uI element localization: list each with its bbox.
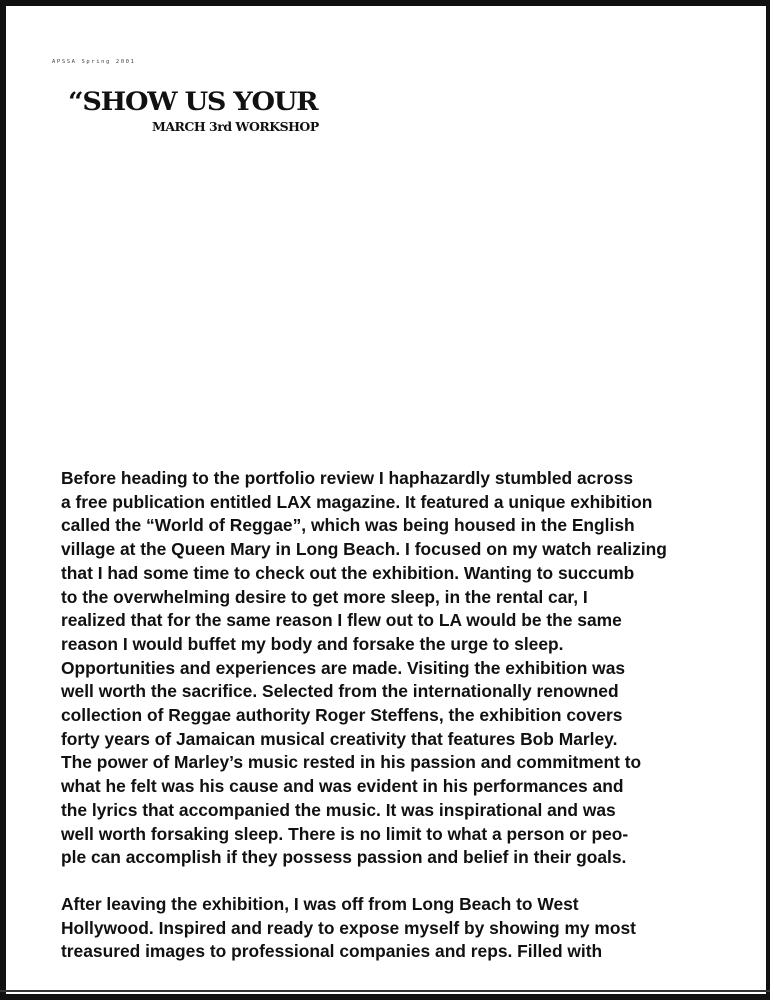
running-head: APSSA Spring 2001 bbox=[52, 59, 136, 65]
article-body bbox=[61, 467, 731, 964]
headline: “SHOW US YOUR bbox=[68, 88, 318, 117]
body-line: the lyrics that accompanied the music. It was inspirational and was bbox=[61, 799, 616, 820]
body-line: what he felt was his cause and was evident in his performances and bbox=[61, 776, 624, 797]
body-line: well worth the sacrifice. Selected from the internationally renowned bbox=[61, 681, 619, 702]
body-line: Hollywood. Inspired and ready to expose myself by showing my most bbox=[61, 917, 636, 938]
body-line: Opportunities and experiences are made. Visiting the exhibition was bbox=[61, 657, 626, 678]
body-line: collection of Reggae authority Roger Steffens, the exhibition covers bbox=[61, 705, 623, 726]
body-line: After leaving the exhibition, I was off from Long Beach to West bbox=[61, 893, 579, 914]
body-line: that I had some time to check out the exhibition. Wanting to succumb bbox=[61, 562, 635, 583]
paragraph-1 bbox=[61, 467, 731, 870]
body-line: village at the Queen Mary in Long Beach. I focused on my watch realizing bbox=[61, 539, 667, 560]
body-line: well worth forsaking sleep. There is no limit to what a person or peo- bbox=[61, 823, 629, 844]
body-line: The power of Marley’s music rested in his passion and commitment to bbox=[61, 752, 642, 773]
paragraph-2 bbox=[61, 893, 731, 964]
paragraph-gap bbox=[61, 870, 731, 893]
body-line: a free publication entitled LAX magazine. It featured a unique exhibition bbox=[61, 491, 653, 512]
body-line: forty years of Jamaican musical creativity that features Bob Marley. bbox=[61, 728, 618, 749]
subhead: MARCH 3rd WORKSHOP bbox=[152, 119, 319, 134]
body-line: treasured images to professional companies and reps. Filled with bbox=[61, 941, 603, 962]
body-line: Before heading to the portfolio review I haphazardly stumbled across bbox=[61, 468, 634, 488]
body-line: ple can accomplish if they possess passion and belief in their goals. bbox=[61, 847, 627, 868]
body-line: called the “World of Reggae”, which was being housed in the English bbox=[61, 515, 635, 536]
bottom-rule bbox=[0, 990, 770, 992]
body-line: to the overwhelming desire to get more sleep, in the rental car, I bbox=[61, 586, 588, 607]
body-line: reason I would buffet my body and forsake the urge to sleep. bbox=[61, 633, 564, 654]
body-line: realized that for the same reason I flew out to LA would be the same bbox=[61, 610, 622, 631]
